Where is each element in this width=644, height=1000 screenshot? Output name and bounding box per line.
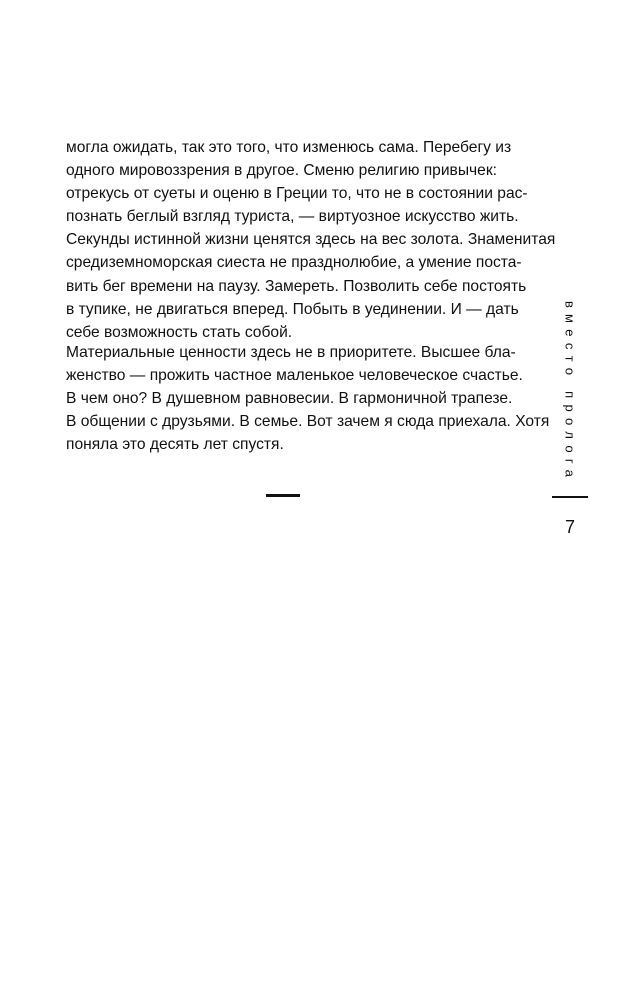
text-line: женство — прожить частное маленькое человеческое счастье. — [66, 367, 523, 385]
text-line: могла ожидать, так это того, что изменюсь сама. Перебегу из — [66, 139, 512, 156]
text-line: в тупике, не двигаться вперед. Побыть в уединении. И — дать — [66, 300, 519, 318]
section-end-rule — [266, 494, 300, 497]
text-line: вить бег времени на паузу. Замереть. Позволить себе постоять — [66, 277, 527, 295]
page-number: 7 — [564, 517, 575, 537]
text-line: В общении с друзьями. В семье. Вот зачем я сюда приехала. Хотя — [66, 413, 550, 431]
running-head — [555, 301, 585, 484]
text-line: отрекусь от суеты и оценю в Греции то, что не в состоянии рас- — [66, 185, 528, 203]
text-line: одного мировоззрения в другое. Сменю религию привычек: — [66, 162, 498, 180]
running-head-text: вместо пролога — [562, 301, 578, 484]
text-line: Секунды истинной жизни ценятся здесь на вес золота. Знаменитая — [66, 231, 556, 249]
page-number-rule — [552, 496, 588, 498]
paragraph-1 — [66, 136, 556, 344]
text-line: Материальные ценности здесь не в приоритете. Высшее бла- — [66, 344, 516, 361]
text-line: познать беглый взгляд туриста, — виртуозное искусство жить. — [66, 208, 519, 226]
text-line: В чем оно? В душевном равновесии. В гармоничной трапезе. — [66, 390, 513, 408]
text-line: себе возможность стать собой. — [66, 323, 293, 341]
text-line: поняла это десять лет спустя. — [66, 436, 284, 454]
text-line: средиземноморская сиеста не празднолюбие, а умение поста- — [66, 254, 522, 272]
paragraph-2 — [66, 341, 550, 456]
